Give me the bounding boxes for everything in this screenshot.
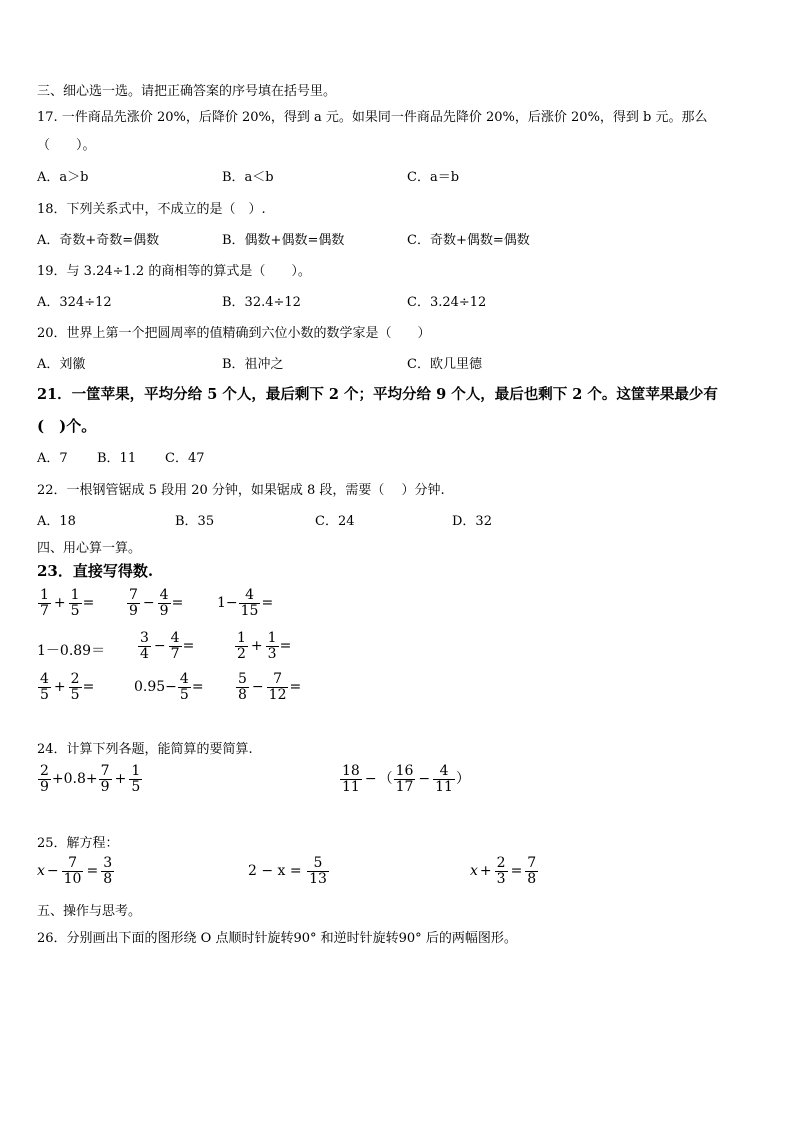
section5-title: 五、操作与思考。: [37, 904, 142, 919]
section3-title: 三、细心选一选。请把正确答案的序号填在括号里。: [37, 84, 337, 99]
fraction: $\frac{3}{4}$: [140, 630, 149, 662]
q17-option-a: A．a＞b: [37, 170, 89, 185]
question-21-stem: 21．一筐苹果，平均分给 5 个人，最后剩下 2 个；平均分给 9 个人，最后也剩下 2 个。这筐苹果最少有: [37, 386, 718, 403]
question-17-stem-cont: （ ）。: [37, 138, 96, 153]
fraction: $\frac{4}{15}$: [240, 587, 259, 619]
fraction: $\frac{7}{12}$: [268, 671, 287, 703]
fraction: $\frac{1}{3}$: [267, 630, 277, 662]
fraction: $\frac{2}{9}$: [40, 763, 49, 795]
q25-equation-1: x − $\frac{7}{10}$ = $\frac{3}{8}$: [37, 855, 113, 887]
q21-option-c: C．47: [165, 451, 205, 466]
fraction: $\frac{16}{17}$: [395, 763, 414, 795]
fraction: $\frac{3}{8}$: [103, 855, 113, 887]
q17-option-c: C．a＝b: [407, 170, 460, 185]
q25-equation-2: 2 − x = $\frac{5}{13}$: [248, 855, 327, 887]
q18-option-c: C．奇数+偶数=偶数: [407, 233, 530, 248]
q24-expr-1: $\frac{2}{9}$ +0.8+ $\frac{7}{9}$ + $\frac{1}{5}$: [40, 763, 141, 795]
q23-expr-3: 1− $\frac{4}{15}$ =: [217, 587, 274, 619]
question-24-stem: 24．计算下列各题，能简算的要简算.: [37, 742, 253, 757]
question-21-stem-cont: ( )个。: [37, 417, 97, 435]
q25-equation-3: x + $\frac{2}{3}$ = $\frac{7}{8}$: [470, 855, 537, 887]
question-18-stem: 18．下列关系式中，不成立的是（ ）.: [37, 202, 266, 217]
fraction: $\frac{4}{9}$: [159, 587, 169, 619]
fraction: $\frac{2}{5}$: [70, 671, 80, 703]
q22-option-d: D．32: [452, 514, 492, 529]
q17-option-b: B．a＜b: [222, 170, 274, 185]
q23-expr-1: $\frac{1}{7}$ + $\frac{1}{5}$ =: [40, 587, 95, 619]
q19-option-c: C．3.24÷12: [407, 295, 487, 310]
q22-option-b: B．35: [175, 514, 215, 529]
q21-option-a: A．7: [37, 451, 68, 466]
q21-option-b: B．11: [97, 451, 137, 466]
q22-option-c: C．24: [315, 514, 355, 529]
q23-expr-4: 1－0.89＝: [37, 643, 106, 659]
q23-expr-8: 0.95− $\frac{4}{5}$ =: [134, 671, 204, 703]
fraction: $\frac{5}{8}$: [238, 671, 247, 703]
fraction: $\frac{4}{5}$: [179, 671, 189, 703]
fraction: $\frac{7}{10}$: [63, 855, 82, 887]
q23-expr-5: $\frac{3}{4}$ − $\frac{4}{7}$ =: [140, 630, 195, 662]
q23-expr-2: $\frac{7}{9}$ − $\frac{4}{9}$ =: [129, 587, 184, 619]
fraction: $\frac{1}{7}$: [40, 587, 49, 619]
fraction: $\frac{7}{9}$: [100, 763, 110, 795]
question-26-stem: 26．分别画出下面的图形绕 O 点顺时针旋转90° 和逆时针旋转90° 后的两幅图形。: [37, 931, 517, 946]
q23-expr-7: $\frac{4}{5}$ + $\frac{2}{5}$ =: [40, 671, 95, 703]
q23-expr-9: $\frac{5}{8}$ − $\frac{7}{12}$ =: [238, 671, 302, 703]
q18-option-b: B．偶数+偶数=偶数: [222, 233, 345, 248]
fraction: $\frac{18}{11}$: [342, 763, 360, 795]
fraction: $\frac{2}{3}$: [496, 855, 506, 887]
question-19-stem: 19．与 3.24÷1.2 的商相等的算式是（ ）。: [37, 264, 311, 279]
fraction: $\frac{7}{9}$: [129, 587, 138, 619]
question-17-stem: 17. 一件商品先涨价 20%，后降价 20%，得到 a 元。如果同一件商品先降价 20%，后涨价 20%，得到 b 元。那么: [37, 110, 708, 125]
q19-option-a: A．324÷12: [37, 295, 112, 310]
question-25-stem: 25．解方程：: [37, 836, 119, 851]
fraction: $\frac{1}{5}$: [131, 763, 141, 795]
question-22-stem: 22．一根钢管锯成 5 段用 20 分钟，如果锯成 8 段，需要（ ）分钟.: [37, 483, 445, 498]
q20-option-a: A．刘徽: [37, 357, 86, 372]
question-20-stem: 20．世界上第一个把圆周率的值精确到六位小数的数学家是（ ）: [37, 326, 431, 341]
q20-option-c: C．欧几里德: [407, 357, 482, 372]
fraction: $\frac{7}{8}$: [527, 855, 537, 887]
q18-option-a: A．奇数+奇数=偶数: [37, 233, 160, 248]
fraction: $\frac{4}{11}$: [435, 763, 453, 795]
fraction: $\frac{1}{2}$: [237, 630, 246, 662]
q20-option-b: B．祖冲之: [222, 357, 284, 372]
section4-title: 四、用心算一算。: [37, 541, 142, 556]
fraction: $\frac{1}{5}$: [70, 587, 80, 619]
q24-expr-2: $\frac{18}{11}$ − （ $\frac{16}{17}$ − $\frac{4}{11}$ ）: [342, 763, 470, 795]
q23-expr-6: $\frac{1}{2}$ + $\frac{1}{3}$ =: [237, 630, 292, 662]
question-23-stem: 23．直接写得数.: [37, 562, 154, 580]
q22-option-a: A．18: [37, 514, 76, 529]
fraction: $\frac{4}{5}$: [40, 671, 49, 703]
q19-option-b: B．32.4÷12: [222, 295, 301, 310]
fraction: $\frac{5}{13}$: [309, 855, 327, 887]
fraction: $\frac{4}{7}$: [170, 630, 180, 662]
